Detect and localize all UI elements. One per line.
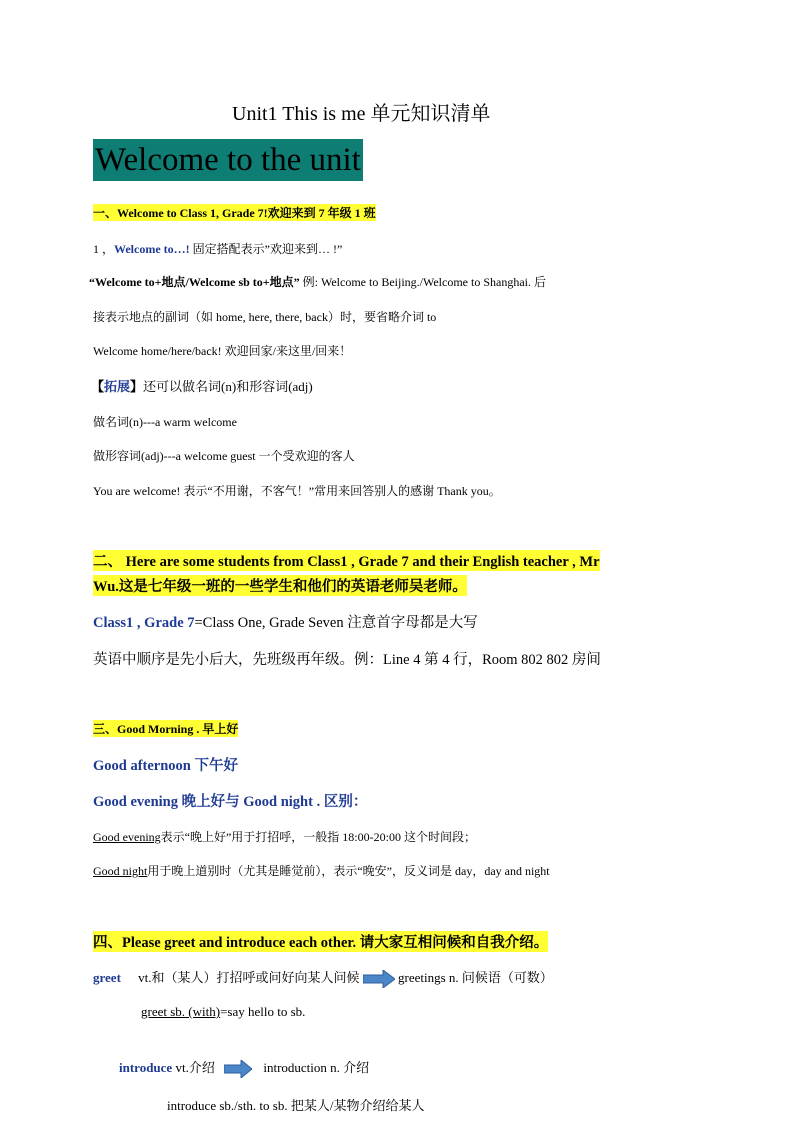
s3-good-evening-note xyxy=(93,828,476,845)
s3-good-afternoon: Good afternoon 下午好 xyxy=(93,758,238,774)
s1-point-1-phrase: Welcome to…! xyxy=(114,242,190,256)
section-banner: Welcome to the unit xyxy=(93,139,363,181)
s1-welcome-home: Welcome home/here/back! 欢迎回家/来这里/回来！ xyxy=(93,344,352,358)
greet-word: greet xyxy=(93,970,121,985)
s2-class-grade: Class1 , Grade 7 xyxy=(93,615,195,631)
arrow-right-icon xyxy=(363,970,395,988)
document-title: Unit1 This is me 单元知识清单 xyxy=(232,103,491,125)
section-2-heading-line-1: 二、 Here are some students from Class1 , Grade 7 and their English teacher , Mr xyxy=(93,550,600,571)
s4-greet-phrase xyxy=(141,1004,305,1020)
extension-bracket-open: 【 xyxy=(91,379,105,394)
s3-good-night-note xyxy=(93,862,550,879)
s1-pattern-line xyxy=(89,273,546,290)
s2-class-grade-line xyxy=(93,611,478,632)
s1-adverb-note: 接表示地点的副词（如 home, here, there, back）时，要省略介词 to xyxy=(93,310,437,324)
arrow-right-icon xyxy=(224,1060,252,1078)
greet-definition: vt.和（某人）打招呼或问好向某人问候 xyxy=(138,970,360,985)
s1-point-1-number: 1 ， xyxy=(93,242,115,256)
s3-good-evening-vs-night: Good evening 晚上好与 Good night . 区别： xyxy=(93,794,368,810)
introduce-word: introduce xyxy=(119,1060,173,1075)
s4-greet-line xyxy=(93,967,553,988)
section-2-heading-line-2: Wu.这是七年级一班的一些学生和他们的英语老师吴老师。 xyxy=(93,575,467,596)
s1-point-1-text: 固定搭配表示”欢迎来到… !” xyxy=(189,242,343,256)
extension-bracket-close: 】 xyxy=(130,379,144,394)
s1-noun-usage: 做名词(n)---a warm welcome xyxy=(93,415,237,429)
good-evening-explanation: 表示“晚上好”用于打招呼，一般指 18:00-20:00 这个时间段； xyxy=(160,830,476,844)
section-3-heading: 三、Good Morning . 早上好 xyxy=(93,722,239,736)
s2-class-grade-text: =Class One, Grade Seven 注意首字母都是大写 xyxy=(194,615,478,631)
introduction-definition: introduction n. 介绍 xyxy=(263,1060,370,1075)
extension-label: 拓展 xyxy=(104,379,131,394)
s1-extension-line xyxy=(91,376,313,395)
introduce-definition: vt.介绍 xyxy=(175,1060,215,1075)
good-night-term: Good night xyxy=(93,864,148,878)
s1-point-1 xyxy=(93,240,342,257)
good-evening-term: Good evening xyxy=(93,830,161,844)
greetings-definition: greetings n. 问候语（可数） xyxy=(398,970,553,985)
s4-introduce-line xyxy=(119,1057,369,1078)
greet-phrase-meaning: =say hello to sb. xyxy=(220,1004,306,1019)
good-night-explanation: 用于晚上道别时（尤其是睡觉前），表示“晚安”，反义词是 day，day and night xyxy=(147,864,550,878)
s1-adj-usage: 做形容词(adj)---a welcome guest 一个受欢迎的客人 xyxy=(93,449,355,463)
s2-order-note: 英语中顺序是先小后大，先班级再年级。例：Line 4 第 4 行，Room 802 802 房间 xyxy=(93,652,601,668)
s1-pattern-example: 例: Welcome to Beijing./Welcome to Shanghai. 后 xyxy=(299,275,546,289)
section-1-heading: 一、Welcome to Class 1, Grade 7!欢迎来到 7 年级 1 班 xyxy=(93,206,376,220)
greet-phrase-term: greet sb. (with) xyxy=(141,1004,221,1019)
s1-you-are-welcome: You are welcome! 表示“不用谢，不客气！”常用来回答别人的感谢 Thank you。 xyxy=(93,484,501,498)
extension-text: 还可以做名词(n)和形容词(adj) xyxy=(143,379,313,394)
s1-pattern: “Welcome to+地点/Welcome sb to+地点” xyxy=(89,275,300,289)
section-4-heading: 四、Please greet and introduce each other. 请大家互相问候和自我介绍。 xyxy=(93,931,548,952)
s4-introduce-phrase: introduce sb./sth. to sb. 把某人/某物介绍给某人 xyxy=(167,1098,425,1113)
